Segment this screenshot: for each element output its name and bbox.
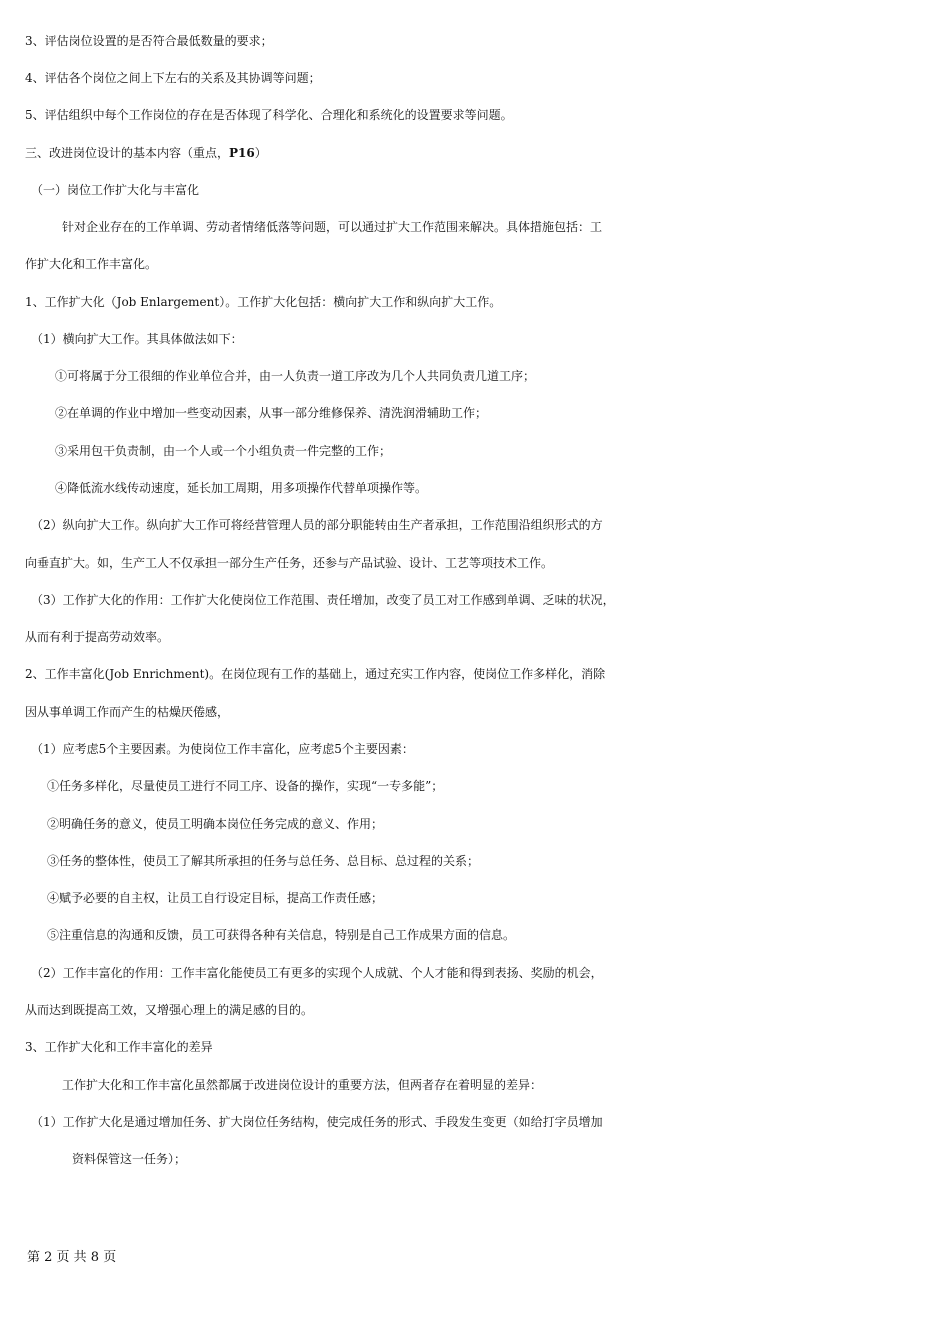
- heading-close: ）: [254, 146, 267, 160]
- page-reference: P16: [229, 146, 255, 160]
- paragraph-line: 向垂直扩大。如，生产工人不仅承担一部分生产任务，还参与产品试验、设计、工艺等项技术工作。: [25, 556, 554, 570]
- list-item: ①任务多样化，尽量使员工进行不同工序、设备的操作，实现“一专多能”；: [47, 779, 444, 793]
- sub-item: （2）工作丰富化的作用：工作丰富化能使员工有更多的实现个人成就、个人才能和得到表扬、奖励的机会，: [31, 966, 603, 980]
- paragraph-line: 工作扩大化和工作丰富化虽然都属于改进岗位设计的重要方法，但两者存在着明显的差异：: [62, 1078, 543, 1092]
- paragraph-line: 针对企业存在的工作单调、劳动者情绪低落等问题，可以通过扩大工作范围来解决。具体措施包括：工: [62, 220, 603, 234]
- text-line: 5、评估组织中每个工作岗位的存在是否体现了科学化、合理化和系统化的设置要求等问题。: [25, 108, 513, 122]
- sub-item: （3）工作扩大化的作用：工作扩大化使岗位工作范围、责任增加，改变了员工对工作感到单调、乏味的状况，: [31, 593, 615, 607]
- paragraph-line: 因从事单调工作而产生的枯燥厌倦感，: [25, 705, 230, 719]
- list-item: ②明确任务的意义，使员工明确本岗位任务完成的意义、作用；: [47, 817, 384, 831]
- sub-item: （1）工作扩大化是通过增加任务、扩大岗位任务结构，使完成任务的形式、手段发生变更（如给打字员增加: [31, 1115, 603, 1129]
- page-footer: 第 2 页 共 8 页: [27, 1250, 117, 1265]
- sub-item: （2）纵向扩大工作。纵向扩大工作可将经营管理人员的部分职能转由生产者承担，工作范围沿组织形式的方: [31, 518, 603, 532]
- paragraph-line: 从而有利于提高劳动效率。: [25, 630, 170, 644]
- text-line: 4、评估各个岗位之间上下左右的关系及其协调等问题；: [25, 71, 321, 85]
- item-heading: 3、工作扩大化和工作丰富化的差异: [25, 1040, 213, 1054]
- text-line: 3、评估岗位设置的是否符合最低数量的要求；: [25, 34, 273, 48]
- list-item: ⑤注重信息的沟通和反馈，员工可获得各种有关信息，特别是自己工作成果方面的信息。: [47, 928, 516, 942]
- list-item: ③任务的整体性，使员工了解其所承担的任务与总任务、总目标、总过程的关系；: [47, 854, 480, 868]
- heading-text: 三、改进岗位设计的基本内容（重点，: [25, 146, 230, 160]
- subsection-heading: （一）岗位工作扩大化与丰富化: [31, 183, 200, 197]
- list-item: ②在单调的作业中增加一些变动因素，从事一部分维修保养、清洗润滑辅助工作；: [55, 406, 488, 420]
- item-heading: 2、工作丰富化(Job Enrichment)。在岗位现有工作的基础上，通过充实工作内容，使岗位工作多样化，消除: [25, 667, 606, 681]
- list-item: ③采用包干负责制，由一个人或一个小组负责一件完整的工作；: [55, 444, 392, 458]
- sub-item: （1）应考虑5个主要因素。为使岗位工作丰富化，应考虑5个主要因素：: [31, 742, 414, 756]
- list-item: ④降低流水线传动速度，延长加工周期，用多项操作代替单项操作等。: [55, 481, 428, 495]
- paragraph-line: 作扩大化和工作丰富化。: [25, 257, 158, 271]
- sub-item: （1）横向扩大工作。其具体做法如下：: [31, 332, 243, 346]
- item-heading: 1、工作扩大化（Job Enlargement）。工作扩大化包括：横向扩大工作和纵向扩大工作。: [25, 295, 502, 309]
- list-item: ①可将属于分工很细的作业单位合并，由一人负责一道工序改为几个人共同负责几道工序；: [55, 369, 536, 383]
- list-item: ④赋予必要的自主权，让员工自行设定目标，提高工作责任感；: [47, 891, 384, 905]
- section-heading: [25, 135, 950, 172]
- paragraph-line: 资料保管这一任务）；: [72, 1152, 187, 1166]
- paragraph-line: 从而达到既提高工效，又增强心理上的满足感的目的。: [25, 1003, 314, 1017]
